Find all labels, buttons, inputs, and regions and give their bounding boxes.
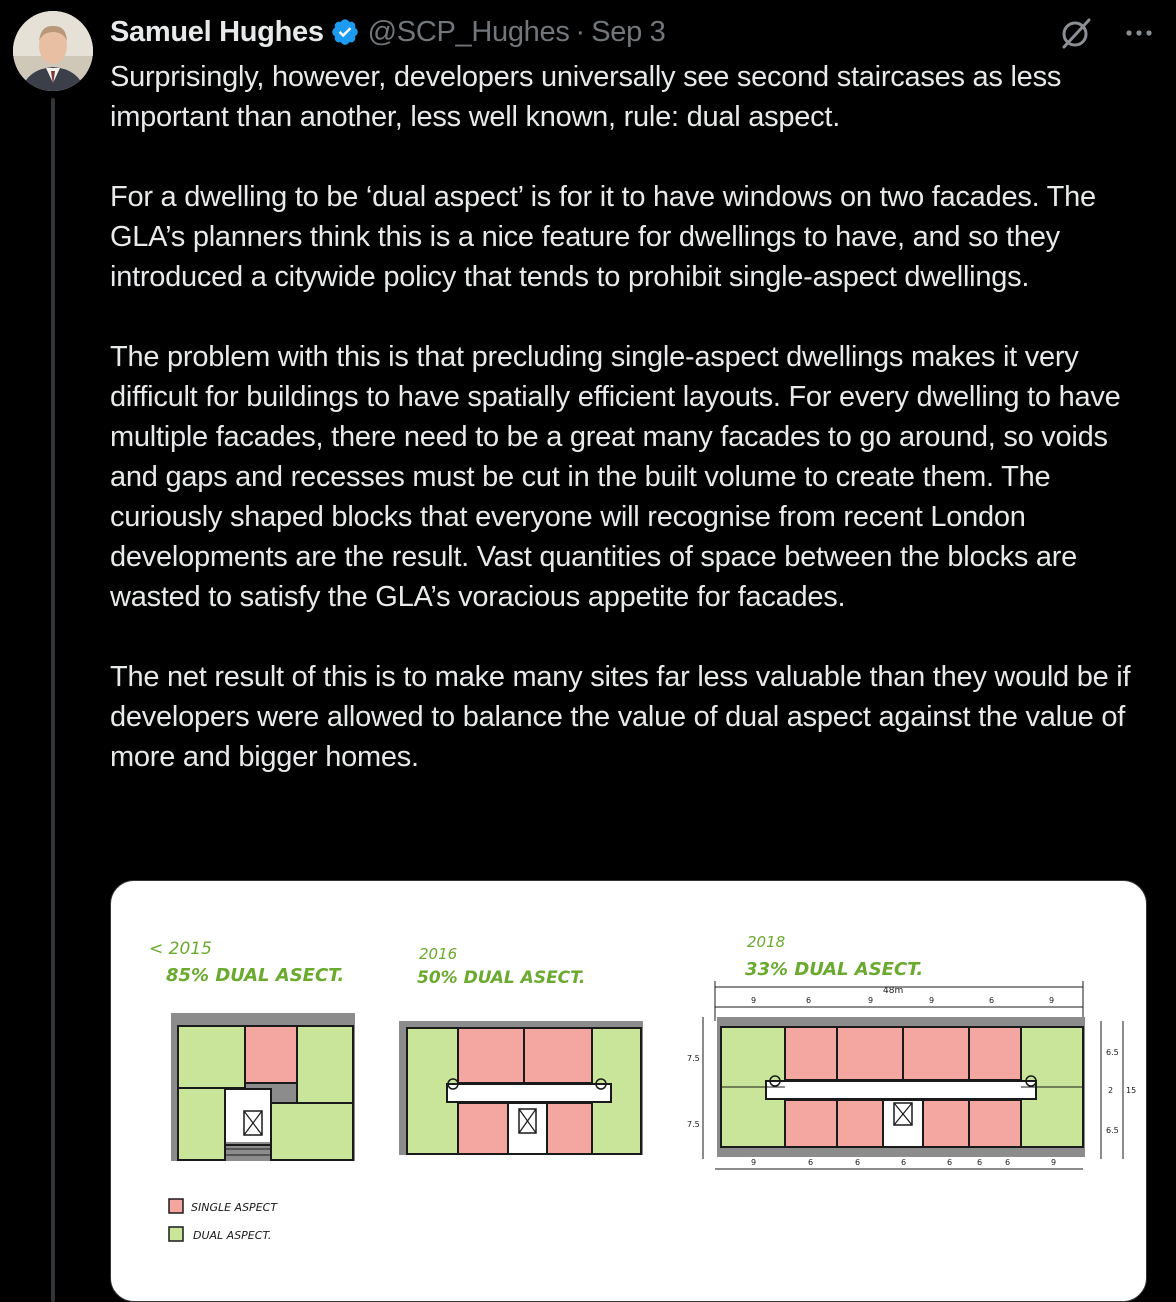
tweet-paragraph: For a dwelling to be ‘dual aspect’ is for it to have windows on two facades. The GLA’s planners think this is a nice feature for dwellings to have, and so they introduced a citywide policy that tends to prohibit single-aspect dwellings. (110, 181, 1096, 293)
dim-label: 15 (1126, 1086, 1137, 1095)
tweet-header (110, 12, 1156, 52)
avatar-photo (13, 11, 93, 91)
dim-label: 7.5 (687, 1054, 700, 1063)
avatar[interactable] (13, 11, 93, 91)
dim-label: 6 (989, 996, 995, 1005)
dim-label: 6.5 (1106, 1048, 1119, 1057)
legend-swatch-single (169, 1199, 183, 1213)
dim-label: 9 (1049, 996, 1055, 1005)
legend-swatch-dual (169, 1227, 183, 1241)
plan-caption-2018: 33% DUAL ASECT. (745, 959, 924, 980)
dim-label: 6 (808, 1158, 814, 1167)
plan-year-2015: < 2015 (149, 939, 212, 959)
author-name[interactable]: Samuel Hughes (110, 15, 324, 48)
verified-badge-icon (330, 17, 360, 47)
tweet-paragraph: Surprisingly, however, developers universally see second staircases as less important than another, less well known, rule: dual aspect. (110, 61, 1062, 133)
plan-2018 (687, 981, 1136, 1169)
dim-label: 6 (947, 1158, 953, 1167)
dim-label: 9 (929, 996, 935, 1005)
floor-plan-sketch (111, 881, 1146, 1301)
dim-label: 6.5 (1106, 1126, 1119, 1135)
grok-icon[interactable] (1059, 16, 1093, 50)
dim-label: 7.5 (687, 1120, 700, 1129)
dim-label: 9 (751, 996, 757, 1005)
dim-label: 6 (1005, 1158, 1011, 1167)
tweet-text (110, 57, 1155, 817)
dim-label: 9 (1051, 1158, 1057, 1167)
more-options-icon[interactable] (1124, 22, 1154, 44)
tweet-paragraph: The net result of this is to make many sites far less valuable than they would be if developers were allowed to balance the value of dual aspect against the value of more and bigger homes. (110, 661, 1131, 773)
legend-label-dual: DUAL ASPECT. (193, 1229, 272, 1242)
plan-caption-2016: 50% DUAL ASECT. (417, 968, 586, 988)
plan-year-2018: 2018 (747, 933, 786, 951)
legend-label-single: SINGLE ASPECT (191, 1201, 278, 1214)
dim-label: 6 (977, 1158, 983, 1167)
dim-total: 48m (883, 986, 904, 996)
dim-label: 2 (1108, 1086, 1114, 1095)
tweet-paragraph: The problem with this is that precluding single-aspect dwellings makes it very difficult for buildings to have spatially efficient layouts. For every dwelling to have multiple facades, there need to be a great many facades to go around, so voids and gaps and recesses must be cut in the built volume to create them. The curiously shaped blocks that everyone will recognise from recent London developments are the result. Vast quantities of space between the blocks are wasted to satisfy the GLA’s voracious appetite for facades. (110, 341, 1121, 613)
plan-2015 (171, 1013, 355, 1161)
plan-year-2016: 2016 (419, 945, 458, 963)
thread-line (51, 98, 55, 1302)
top-dim-labels (751, 996, 1054, 1005)
tweet-date[interactable]: Sep 3 (591, 15, 666, 48)
dim-label: 9 (868, 996, 874, 1005)
plan-2016 (399, 1021, 643, 1155)
separator-dot: · (575, 15, 586, 48)
dim-label: 6 (855, 1158, 861, 1167)
legend (169, 1199, 278, 1242)
bottom-dim-labels (751, 1158, 1056, 1167)
dim-label: 9 (751, 1158, 757, 1167)
plan-caption-2015: 85% DUAL ASECT. (166, 965, 345, 986)
author-handle[interactable]: @SCP_Hughes (367, 15, 570, 48)
dim-label: 6 (806, 996, 812, 1005)
dim-label: 6 (901, 1158, 907, 1167)
tweet-image[interactable] (110, 880, 1147, 1302)
